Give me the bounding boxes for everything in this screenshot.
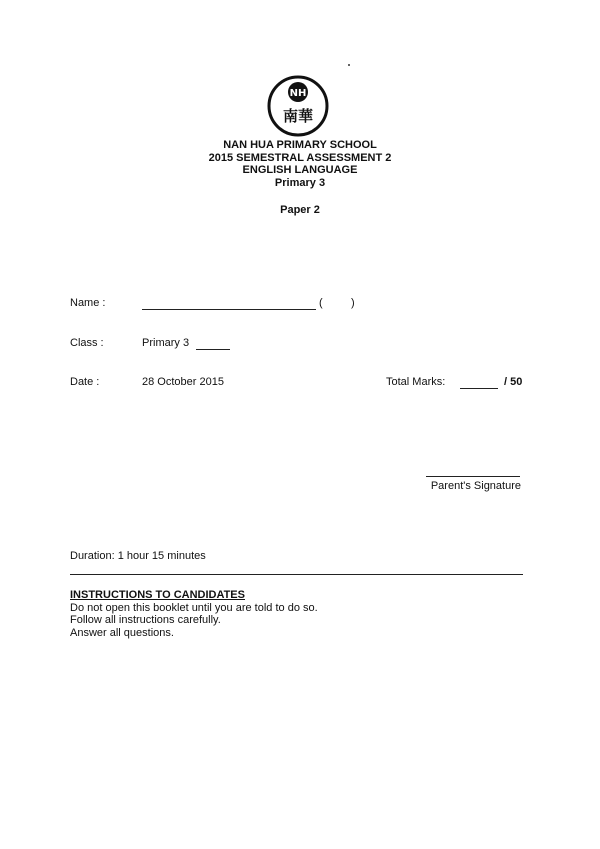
name-paren-open: (: [319, 297, 323, 309]
school-crest-icon: [266, 75, 330, 137]
section-divider: [70, 574, 523, 575]
assessment-title: 2015 SEMESTRAL ASSESSMENT 2: [208, 151, 392, 164]
subject-title: ENGLISH LANGUAGE: [242, 164, 358, 176]
name-paren-close: ): [351, 297, 355, 309]
date-label: Date :: [70, 376, 100, 388]
signature-label: Parent's Signature: [430, 480, 521, 492]
class-field[interactable]: [196, 349, 230, 350]
duration-text: Duration: 1 hour 15 minutes: [70, 550, 206, 562]
scan-speck: [348, 64, 350, 66]
class-label: Class :: [70, 337, 104, 349]
signature-line[interactable]: [426, 476, 520, 477]
logo-initials: NH: [289, 88, 307, 99]
instruction-item: Follow all instructions carefully.: [70, 614, 221, 626]
name-field[interactable]: [142, 309, 316, 310]
date-value: 28 October 2015: [142, 376, 224, 388]
paper-title: Paper 2: [280, 204, 320, 216]
instructions-heading: INSTRUCTIONS TO CANDIDATES: [70, 589, 245, 601]
total-marks-suffix: / 50: [504, 376, 523, 388]
logo-chinese: 南華: [282, 107, 314, 125]
level-title: Primary 3: [274, 176, 326, 189]
instructions-block: [70, 589, 530, 639]
total-marks-label: Total Marks:: [386, 376, 446, 388]
instruction-item: Answer all questions.: [70, 626, 174, 639]
school-name: NAN HUA PRIMARY SCHOOL: [223, 139, 377, 151]
total-marks-field[interactable]: [460, 388, 498, 389]
instruction-item: Do not open this booklet until you are told to do so.: [70, 601, 318, 614]
class-value: Primary 3: [142, 337, 190, 349]
name-label: Name :: [70, 297, 106, 309]
school-logo: [266, 75, 330, 137]
exam-header: [0, 139, 600, 189]
